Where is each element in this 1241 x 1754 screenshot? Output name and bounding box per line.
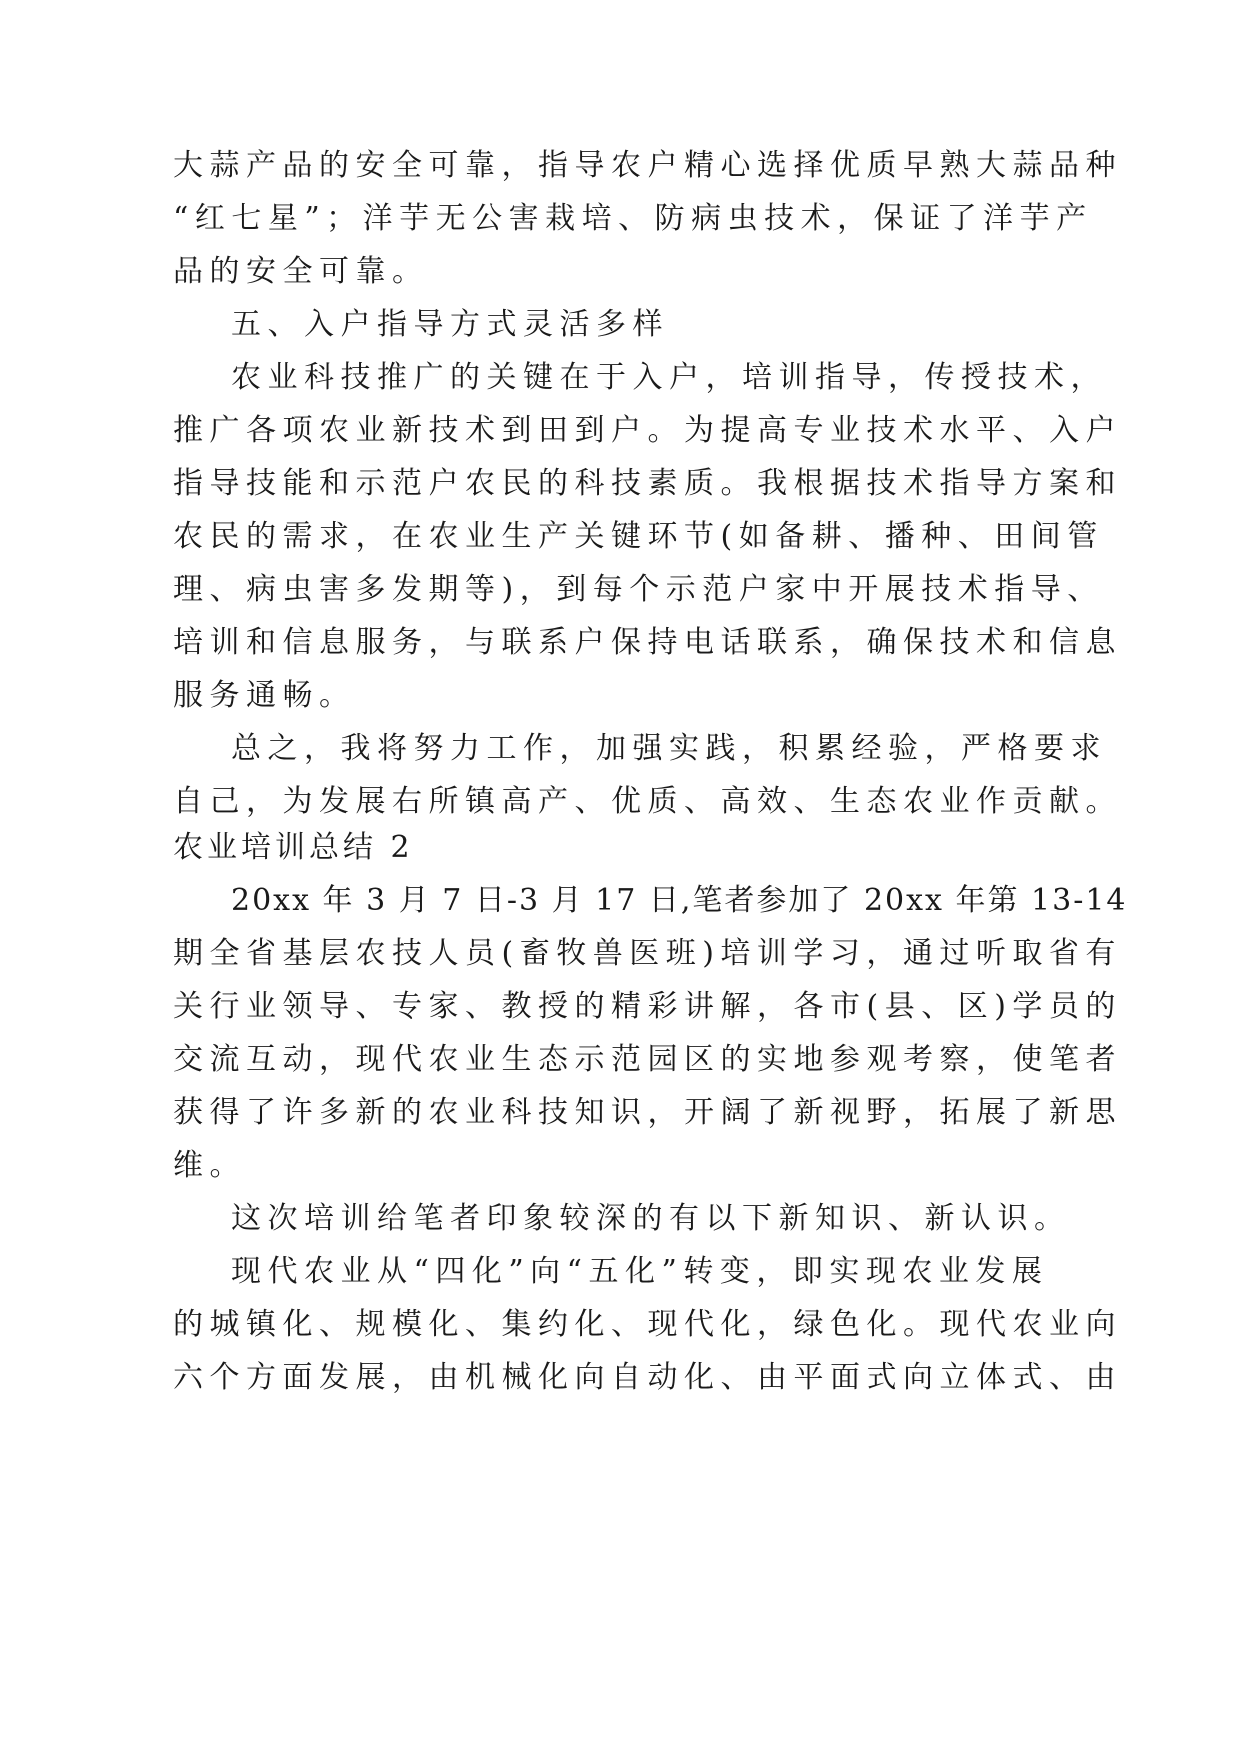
paragraph-line: 现代农业从“四化”向“五化”转变，即实现农业发展 (231, 1254, 1049, 1289)
paragraph-line: 理、病虫害多发期等)，到每个示范户家中开展技术指导、 (173, 572, 1104, 607)
paragraph-line: 关行业领导、专家、教授的精彩讲解，各市(县、区)学员的 (173, 989, 1122, 1024)
paragraph-line: 20xx 年 3 月 7 日-3 月 17 日,笔者参加了 20xx 年第 13-14 (231, 883, 1128, 918)
paragraph-line: 品的安全可靠。 (173, 254, 429, 289)
paragraph-line: 总之，我将努力工作，加强实践，积累经验，严格要求 (231, 731, 1107, 766)
paragraph-line: 六个方面发展，由机械化向自动化、由平面式向立体式、由 (173, 1360, 1122, 1395)
paragraph-line: 推广各项农业新技术到田到户。为提高专业技术水平、入户 (173, 413, 1122, 448)
paragraph-line: 的城镇化、规模化、集约化、现代化，绿色化。现代农业向 (173, 1307, 1122, 1342)
paragraph-line: 维。 (173, 1148, 246, 1183)
paragraph-line: 自己，为发展右所镇高产、优质、高效、生态农业作贡献。 (173, 784, 1122, 819)
section-heading: 五、入户指导方式灵活多样 (231, 307, 669, 342)
document-title: 农业培训总结 2 (173, 830, 414, 865)
paragraph-line: 这次培训给笔者印象较深的有以下新知识、新认识。 (231, 1201, 1071, 1236)
paragraph-line: 期全省基层农技人员(畜牧兽医班)培训学习，通过听取省有 (173, 936, 1122, 971)
paragraph-line: 获得了许多新的农业科技知识，开阔了新视野，拓展了新思 (173, 1095, 1122, 1130)
paragraph-line: 培训和信息服务，与联系户保持电话联系，确保技术和信息 (173, 625, 1122, 660)
paragraph-line: 服务通畅。 (173, 678, 356, 713)
paragraph-line: “红七星”；洋芋无公害栽培、防病虫技术，保证了洋芋产 (173, 201, 1093, 236)
paragraph-line: 大蒜产品的安全可靠，指导农户精心选择优质早熟大蒜品种 (173, 148, 1122, 183)
paragraph-line: 指导技能和示范户农民的科技素质。我根据技术指导方案和 (173, 466, 1122, 501)
paragraph-line: 农业科技推广的关键在于入户，培训指导，传授技术， (231, 360, 1107, 395)
paragraph-line: 交流互动，现代农业生态示范园区的实地参观考察，使笔者 (173, 1042, 1122, 1077)
paragraph-line: 农民的需求，在农业生产关键环节(如备耕、播种、田间管 (173, 519, 1104, 554)
